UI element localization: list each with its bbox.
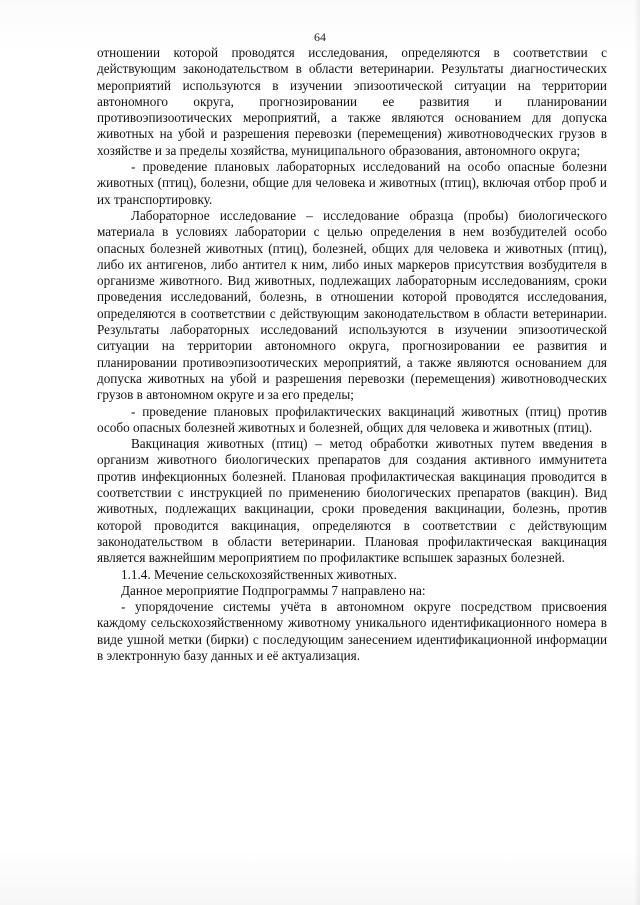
paragraph-vaccination-definition: Вакцинация животных (птиц) – метод обработки животных путем введения в организм животного биологических препаратов для создания активного иммунитета против инфекционных болезней. Плановая профилактическая вакцинация проводится в соответствии с инструкцией по применению биологических препаратов (вакцин). Вид животных, подлежащих вакцинации, сроки проведения вакцинации, болезнь, против которой проводится вакцинация, определяются в соответствии с действующим законодательством в области ветеринарии. Плановая профилактическая вакцинация является важнейшим мероприятием по профилактике вспышек заразных болезней. bbox=[97, 436, 607, 566]
scan-edge-shadow bbox=[634, 0, 640, 905]
page-number: 64 bbox=[314, 30, 326, 44]
paragraph-subprogram-intro: Данное мероприятие Подпрограммы 7 направлено на: bbox=[121, 582, 426, 598]
section-heading-1-1-4: 1.1.4. Мечение сельскохозяйственных животных. bbox=[121, 566, 397, 582]
paragraph-lab-testing-definition: Лабораторное исследование – исследование образца (пробы) биологического материала в условиях лаборатории с целью определения в нем возбудителей особо опасных болезней животных (птиц), болезней, общих для человека и животных (птиц), либо их антигенов, либо антител к ним, либо иных маркеров присутствия возбудителя в организме животного. Вид животных, подлежащих лабораторным исследованиям, сроки проведения исследований, болезнь, в отношении которой проводятся исследования, определяются в соответствии с действующим законодательством в области ветеринарии. Результаты лабораторных исследований используются в изучении эпизоотической ситуации на территории автономного округа, прогнозировании ее развития и планировании противоэпизоотических мероприятий, а также являются основанием для допуска животных на убой и разрешения перевозки (перемещения) животноводческих грузов в автономном округе и за его пределы; bbox=[97, 207, 607, 403]
paragraph-lab-testing-item: - проведение плановых лабораторных исследований на особо опасные болезни животных (птиц), болезни, общие для человека и животных (птиц), включая отбор проб и их транспортировку. bbox=[97, 159, 607, 207]
paragraph-accounting-item: - упорядочение системы учёта в автономном округе посредством присвоения каждому сельскохозяйственному животному уникального идентификационного номера в виде ушной метки (бирки) с последующим занесением идентификационной информации в электронную базу данных и её актуализация. bbox=[97, 599, 607, 663]
paragraph-continuation: отношении которой проводятся исследования, определяются в соответствии с действующим законодательством в области ветеринарии. Результаты диагностических мероприятий используются в изучении эпизоотической ситуации на территории автономного округа, прогнозировании ее развития и планировании противоэпизоотических мероприятий, а также являются основанием для допуска животных на убой и разрешения перевозки (перемещения) животноводческих грузов в хозяйстве и за пределы хозяйства, муниципального образования, автономного округа; bbox=[97, 45, 607, 158]
paragraph-vaccination-item: - проведение плановых профилактических вакцинаций животных (птиц) против особо опасных болезней животных и болезней, общих для человека и животных (птиц). bbox=[97, 403, 607, 435]
document-body bbox=[97, 45, 607, 664]
